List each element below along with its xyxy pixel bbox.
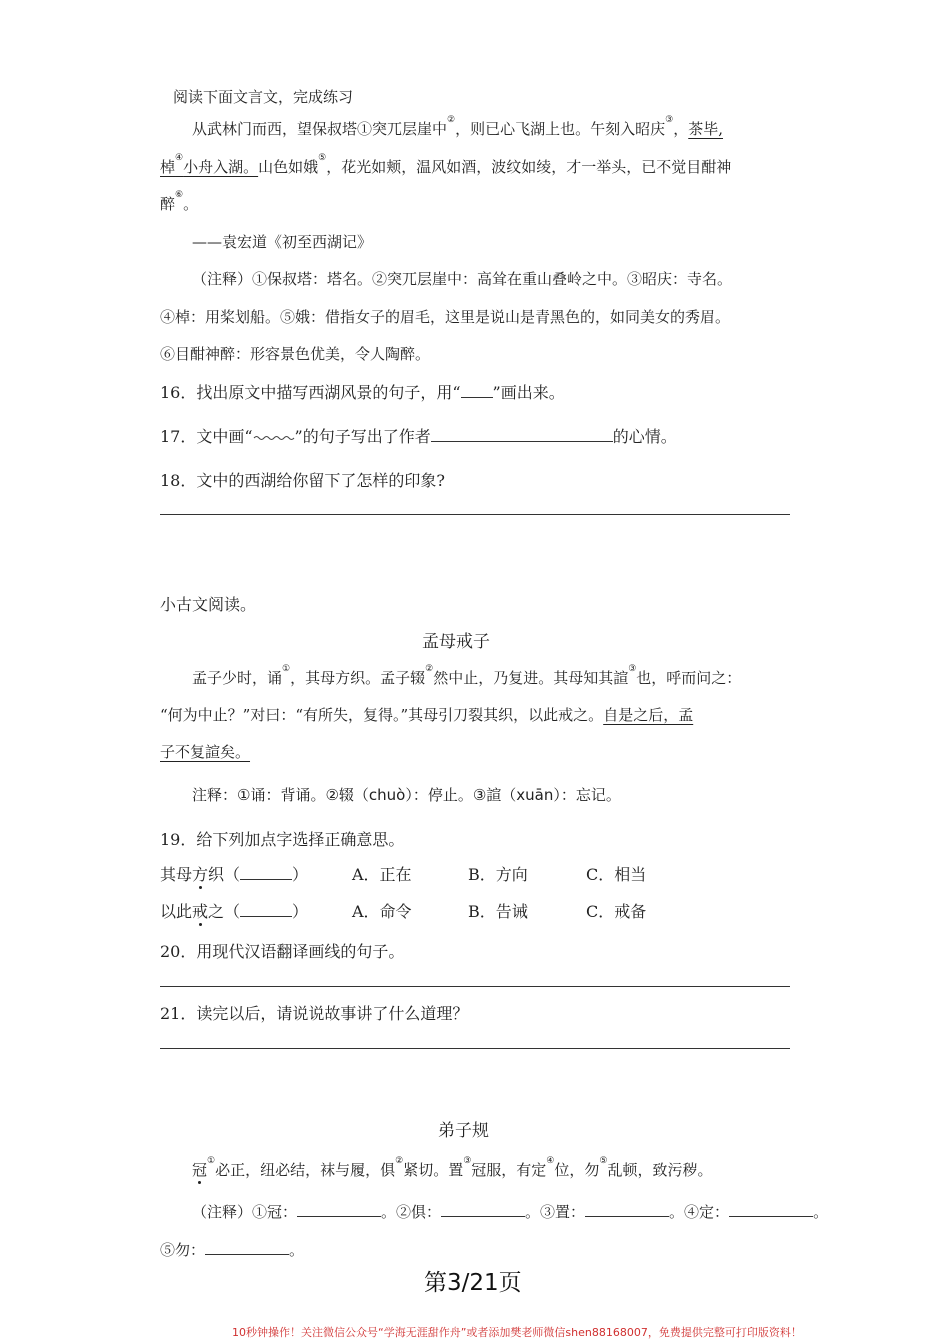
option-a[interactable]: A．命令 — [352, 902, 412, 921]
note-line-2: ④棹：用桨划船。⑤娥：借指女子的眉毛，这里是说山是青黑色的，如同美女的秀眉。 — [160, 308, 731, 326]
option-c[interactable]: C．戒备 — [586, 902, 647, 921]
note-line-3: ⑥目酣神醉：形容景色优美，令人陶醉。 — [160, 345, 431, 363]
instruction: 阅读下面文言文，完成练习 — [173, 88, 354, 106]
passage-line-3: 醉⑥。 — [160, 190, 199, 213]
dizigui-title: 弟子规 — [438, 1121, 489, 1141]
option-c[interactable]: C．相当 — [586, 865, 647, 884]
note-mark: ① — [357, 120, 373, 138]
underlined-sentence: 子不复諠矣。 — [160, 743, 251, 761]
underlined-sentence: 棹④小舟入湖。 — [160, 153, 259, 176]
text: ， — [673, 120, 689, 138]
passage-line-1 — [192, 115, 724, 139]
story-line-2: “何为中止？”对曰：“有所失，复得。”其母引刀裂其织，以此戒之。自是之后，孟 — [160, 706, 694, 724]
underlined-sentence: 自是之后，孟 — [603, 706, 694, 724]
answer-blank[interactable] — [205, 1238, 289, 1255]
answer-line-18[interactable] — [160, 514, 790, 515]
dizigui-text: 冠①必正，纽必结，袜与履，俱②紧切。置③冠服，有定④位，勿⑤乱顿，致污秽。 — [192, 1156, 713, 1179]
note-mark: ⑤ — [318, 153, 327, 163]
note-line-1: （注释）①保叔塔：塔名。②突兀层崖中：高耸在重山叠岭之中。③昭庆：寺名。 — [192, 270, 733, 288]
answer-blank — [461, 381, 493, 398]
story-line-1: 孟子少时，诵①，其母方织。孟子辍②然中止，乃复进。其母知其諠③也，呼而问之： — [192, 664, 742, 687]
text: 突兀层崖中 — [372, 120, 448, 138]
dizigui-notes-line-1: （注释）①冠： 。②俱： 。③置： 。④定： 。 — [192, 1200, 828, 1222]
dizigui-notes-line-2: ⑤勿： 。 — [160, 1238, 304, 1260]
choice-row-2: 以此戒之（ ） A．命令 B．告诫 C．戒备 — [160, 899, 680, 921]
wavy-line-icon — [253, 426, 295, 442]
answer-blank[interactable] — [585, 1200, 669, 1217]
note-mark: ② — [447, 115, 456, 125]
text: ，则已心飞湖上也。午刻入昭庆 — [455, 120, 666, 138]
note-mark: ③ — [665, 115, 674, 125]
question-16: 16．找出原文中描写西湖风景的句子，用“ ”画出来。 — [160, 383, 565, 402]
question-19: 19．给下列加点字选择正确意思。 — [160, 830, 405, 849]
text: ，花光如颊，温风如酒，波纹如绫，才一举头，已不觉目酣神 — [326, 158, 732, 176]
story-notes: 注释：①诵：背诵。②辍（chuò）：停止。③諠（xuān）：忘记。 — [192, 786, 621, 804]
answer-blank[interactable] — [240, 863, 292, 880]
page-number: 第3/21页 — [424, 1270, 522, 1296]
question-21: 21．读完以后，请说说故事讲了什么道理？ — [160, 1004, 469, 1023]
choice-row-1: 其母方织（ ） A．正在 B．方向 C．相当 — [160, 862, 680, 884]
dotted-char: 方 — [192, 865, 209, 884]
passage-line-2 — [160, 153, 732, 177]
question-17: 17．文中画“ ”的句子写出了作者 的心情。 — [160, 427, 677, 446]
text: 从武林门而西，望保叔塔 — [192, 120, 358, 138]
section-heading: 小古文阅读。 — [160, 595, 257, 614]
promo-footer: 10秒钟操作！关注微信公众号“学海无涯甜作舟”或者添加樊老师微信shen88168007，免费提供完整可打印版资料！ — [232, 1326, 802, 1339]
answer-line-21[interactable] — [160, 1048, 790, 1049]
text: 山色如娥 — [258, 158, 319, 176]
underlined-text: 茶毕, — [688, 120, 724, 138]
option-a[interactable]: A．正在 — [352, 865, 412, 884]
option-b[interactable]: B．方向 — [468, 865, 528, 884]
answer-blank[interactable] — [240, 900, 292, 917]
answer-blank[interactable] — [297, 1200, 381, 1217]
answer-blank[interactable] — [431, 425, 613, 442]
author-line: ——袁宏道《初至西湖记》 — [192, 233, 373, 251]
question-18: 18．文中的西湖给你留下了怎样的印象? — [160, 471, 445, 490]
option-b[interactable]: B．告诫 — [468, 902, 528, 921]
answer-line-20[interactable] — [160, 986, 790, 987]
question-20: 20．用现代汉语翻译画线的句子。 — [160, 942, 405, 961]
answer-blank[interactable] — [729, 1200, 813, 1217]
story-line-3 — [160, 741, 250, 762]
answer-blank[interactable] — [441, 1200, 525, 1217]
dotted-char: 戒 — [192, 902, 209, 921]
story-title: 孟母戒子 — [422, 632, 490, 652]
